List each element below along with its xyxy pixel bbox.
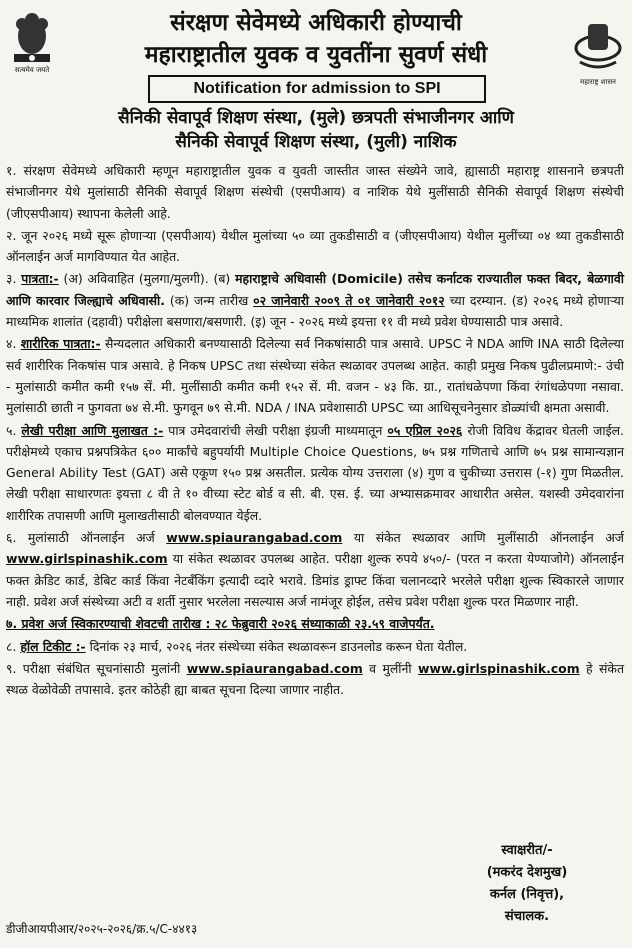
signatory-name: (मकरंद देशमुख) xyxy=(486,865,568,880)
paragraph-9 xyxy=(6,658,624,701)
eligibility-label: पात्रता:- xyxy=(21,271,59,287)
exam-date: ०५ एप्रिल २०२६ xyxy=(387,422,463,438)
maharashtra-seal-icon xyxy=(572,18,624,78)
page-title-line1: संरक्षण सेवेमध्ये अधिकारी होण्याची xyxy=(170,10,462,36)
paragraph-8 xyxy=(6,636,624,657)
paragraph-2: २. जून २०२६ मध्ये सूरू होणाऱ्या (एसपीआय) येथील मुलांच्या ५० व्या तुकडीसाठी व (जीएसपीआय) येथील मुलींच्या ०४ थ्या तुकडीसाठी ऑनलाईन अर्ज मागविण्यात येत आहेत. xyxy=(6,227,624,265)
application-text-c: या संकेत स्थळावर उपलब्ध आहेत. परीक्षा शुल्क रुपये ४५०/- (परत न करता येण्याजोगे) ऑनलाईन फक्त क्रेडिट कार्ड, डेबिट कार्ड किंवा नेटबँकिंग इत्यादी व्दारे भरावे. डिमांड ड्राफ्ट किंवा चलानव्दारे भरलेले परीक्षा शुल्क स्विकारले जाणार नाही. प्रवेश अर्ज संस्थेच्या अटी व शर्ती नुसार भरलेला नसल्यास अर्ज नामंजूर होईल, तसेच प्रवेश परीक्षा शुल्क परत मिळणार नाही. xyxy=(6,551,624,609)
exam-text-b: रोजी विविध केंद्रावर घेतली जाईल. परीक्षेमध्ये एकाच प्रश्नपत्रिकेत ६०० मार्कांचे बहुपर्यायी Multiple Choice Questions, ७५ प्रश्न गणिताचे आणि ७५ प्रश्न सामान्यज्ञान General Ability Test (GAT) असे एकूण १५० प्रश्न असतील. प्रत्येक योग्य उत्तराला (४) गुण व चुकीच्या उत्तरास (-१) गुण मिळतील. लेखी परीक्षा साधारणतः इयत्ता ८ वी ते १० वीच्या स्टेट बोर्ड व सी. बी. एस. ई. च्या अभ्यासक्रमावर आधारीत असेल. यशस्वी उमेदवारांना शारीरिक तपासणी आणि मुलाखतीसाठी बोलवण्यात येईल. xyxy=(6,422,624,523)
spi-website-link[interactable]: www.spiaurangabad.com xyxy=(186,660,363,676)
eligibility-text-c: (क) जन्म तारीख xyxy=(164,292,254,308)
signature-block xyxy=(452,840,602,928)
paragraph-6 xyxy=(6,527,624,612)
seal-caption: महाराष्ट्र शासन xyxy=(580,78,616,86)
physical-eligibility-label: शारीरिक पात्रता:- xyxy=(20,336,101,352)
paragraph-3: ३. पात्रता:- (अ) अविवाहित (मुलगा/मुलगी). (ब) महाराष्ट्राचे अधिवासी (Domicile) तसेच कर्नाटक राज्यातील फक्त बिदर, बेळगावी आणि कारवार जिल्ह्याचे अधिवासी. (क) जन्म तारीख ०२ जानेवारी २००९ ते ०१ जानेवारी २०१२ च्या दरम्यान. (ड) २०२६ मध्ये होणाऱ्या माध्यमिक शालांत (दहावी) परीक्षेला बसणारा/बसणारी. (इ) जून - २०२६ मध्ये इयत्ता ११ वी मध्ये प्रवेश घेण्यासाठी पात्र असावे. xyxy=(6,271,625,330)
notice-text-c: हे संकेत स्थळ वेळोवेळी तपासावे. इतर कोठेही ह्या बाबत सूचना दिल्या जाणार नाहीत. xyxy=(6,660,625,698)
exam-text-a: पात्र उमेदवारांची लेखी परीक्षा इंग्रजी माध्यमातून xyxy=(163,422,388,438)
notification-body xyxy=(6,160,624,700)
notice-text-a: ९. परीक्षा संबंधित सूचनांसाठी मुलांनी xyxy=(6,660,187,676)
reference-number: डीजीआयपीआर/२०२५-२०२६/क्र.५/C-४४१३ xyxy=(6,922,198,936)
paragraph-1: १. संरक्षण सेवेमध्ये अधिकारी म्हणून महाराष्ट्रातील युवक व युवती जास्तीत जास्त संख्येने जावे, ह्यासाठी महाराष्ट्र शासनाने छत्रपती संभाजीनगर येथे मुलांसाठी सैनिकी सेवापूर्व शिक्षण संस्थेची (एसपीआय) व नाशिक येथे मुलींसाठी सैनिकी सेवापूर्व शिक्षण संस्थेची (जीएसपीआय) स्थापना केलेली आहे. xyxy=(6,163,624,221)
page-title-line2: महाराष्ट्रातील युवक व युवतींना सुवर्ण संधी xyxy=(144,42,488,68)
paragraph-5 xyxy=(6,420,624,526)
application-text-a: ६. मुलांसाठी ऑनलाईन अर्ज xyxy=(6,530,167,546)
notification-heading: Notification for admission to SPI xyxy=(148,75,486,103)
institute-line1: सैनिकी सेवापूर्व शिक्षण संस्था, (मुले) छत्रपती संभाजीनगर आणि xyxy=(118,108,514,128)
ashoka-emblem-icon xyxy=(6,8,58,68)
notice-text-b: व मुलींनी xyxy=(362,660,419,676)
spi-website-link[interactable]: www.spiaurangabad.com xyxy=(166,530,343,546)
birth-date-range: ०२ जानेवारी २००९ ते ०१ जानेवारी २०१२ xyxy=(253,292,445,308)
signed-label: स्वाक्षरीत/- xyxy=(501,843,553,858)
physical-eligibility-text: सैन्यदलात अधिकारी बनण्यासाठी दिलेल्या सर्व निकषांसाठी पात्र असावे. UPSC ने NDA आणि INA साठी दिलेल्या सर्व शारीरिक निकषांस पात्र असावे. हे निकष UPSC तथा संस्थेच्या संकेत स्थळावर उपलब्ध आहेत. काही प्रमुख निकष पुढीलप्रमाणे:- उंची - मुलांसाठी कमीत कमी १५७ सें. मी. मुलींसाठी कमीत कमी १५२ सें. मी. वजन - ४३ कि. ग्रा., रातांधळेपणा किंवा रंगांधळेपणा नसावा. मुलांसाठी छाती न फुगवता ७४ से.मी. फुगवून ७९ से.मी. NDA / INA प्रवेशासाठी UPSC च्या आधिसूचनेनुसार डोळ्यांची क्षमता असावी. xyxy=(6,336,624,416)
paragraph-number: ५. xyxy=(6,422,22,438)
paragraph-7-deadline: ७. प्रवेश अर्ज स्विकारण्याची शेवटची तारीख : २८ फेब्रुवारी २०२६ संध्याकाळी २३.५९ वाजेपर्यंत. xyxy=(6,616,435,632)
paragraph-4 xyxy=(6,333,624,418)
application-text-b: या संकेत स्थळावर आणि मुलींसाठी ऑनलाईन अर्ज xyxy=(342,530,624,546)
signatory-title: संचालक. xyxy=(504,909,550,924)
eligibility-text-a: (अ) अविवाहित (मुलगा/मुलगी). (ब) xyxy=(58,271,236,287)
exam-label: लेखी परीक्षा आणि मुलाखत :- xyxy=(21,422,164,438)
institute-line2: सैनिकी सेवापूर्व शिक्षण संस्था, (मुली) नाशिक xyxy=(175,132,457,152)
paragraph-number: ४. xyxy=(6,336,21,352)
paragraph-number: ८. xyxy=(6,638,21,654)
eligibility-text-e: च्या दरम्यान. (ड) २०२६ मध्ये होणाऱ्या माध्यमिक शालांत (दहावी) परीक्षेला बसणारा/बसणारी. (इ) जून - २०२६ मध्ये इयत्ता ११ वी मध्ये प्रवेश घेण्यासाठी पात्र असावे. xyxy=(6,292,625,330)
gspi-website-link[interactable]: www.girlspinashik.com xyxy=(418,660,580,676)
signatory-rank: कर्नल (निवृत्त), xyxy=(489,887,565,902)
hall-ticket-text: दिनांक २३ मार्च, २०२६ नंतर संस्थेच्या संकेत स्थळावरून डाउनलोड करून घेता येतील. xyxy=(85,638,468,654)
emblem-caption: सत्यमेव जयते xyxy=(14,66,50,74)
gspi-website-link[interactable]: www.girlspinashik.com xyxy=(6,551,168,567)
hall-ticket-label: हॉल टिकीट :- xyxy=(20,638,86,654)
domicile-text: महाराष्ट्राचे अधिवासी (Domicile) तसेच कर्नाटक राज्यातील फक्त बिदर, बेळगावी आणि कारवार जिल्ह्याचे अधिवासी. xyxy=(6,271,624,308)
